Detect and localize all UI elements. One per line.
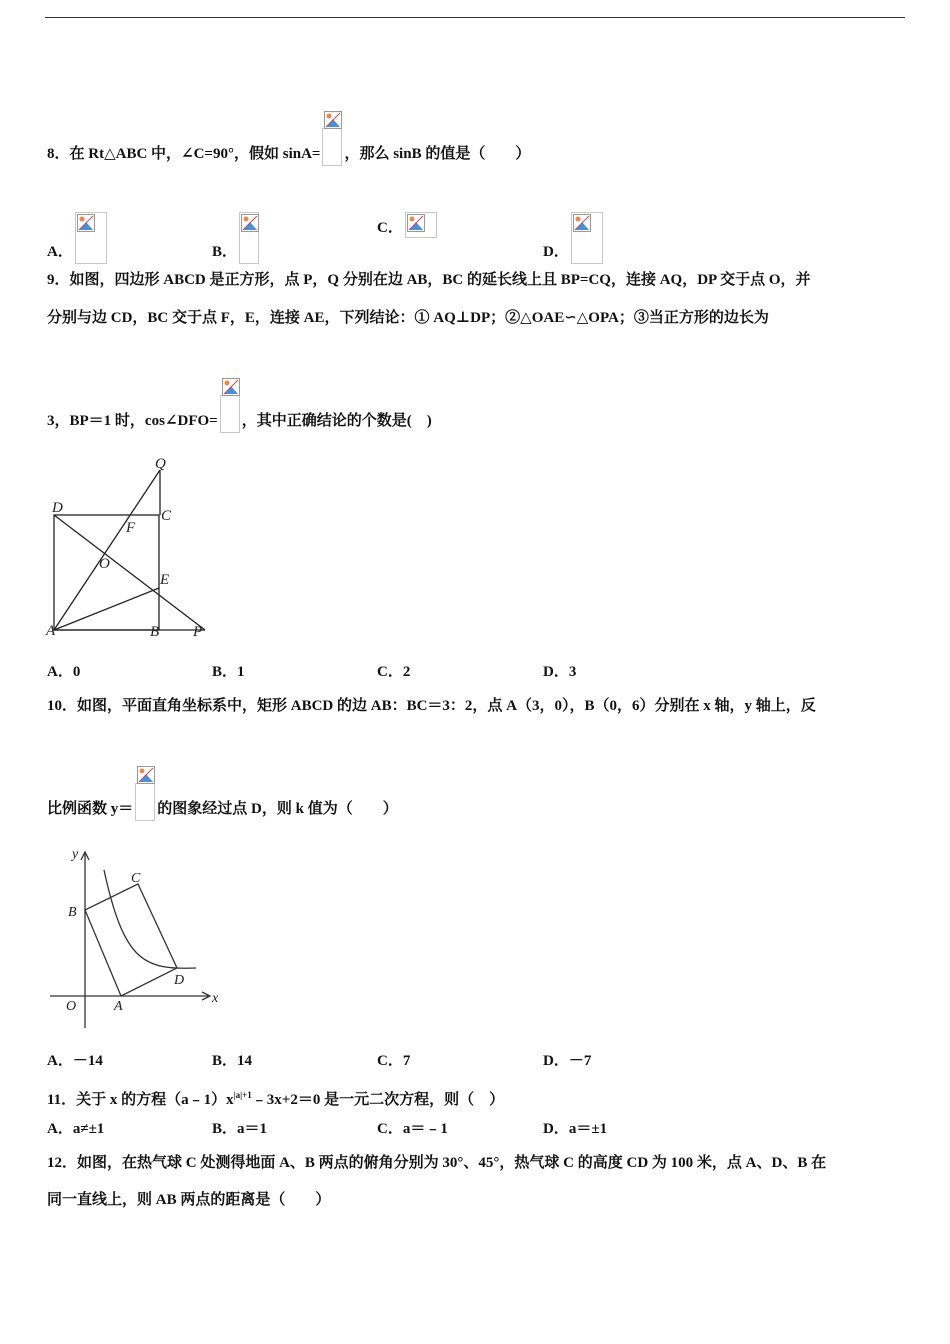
image-placeholder-icon xyxy=(135,783,155,821)
rectangle-abcd xyxy=(85,884,177,996)
q9-geometry-figure xyxy=(40,450,220,645)
image-placeholder-icon xyxy=(571,212,603,264)
image-placeholder-icon xyxy=(405,212,437,238)
q12-line-1: 12．如图，在热气球 C 处测得地面 A、B 两点的俯角分别为 30°、45°，热气球 C 的高度 CD 为 100 米，点 A、D、B 在 xyxy=(47,1155,827,1171)
label-y: y xyxy=(72,847,79,862)
q8-stem xyxy=(47,128,530,166)
image-placeholder-icon xyxy=(75,212,107,264)
segment-ae xyxy=(54,588,159,630)
image-placeholder-icon xyxy=(239,212,259,264)
q10-coordinate-figure xyxy=(44,842,234,1034)
label-d: D xyxy=(52,500,63,516)
segment-aq xyxy=(54,470,160,630)
label-b: B xyxy=(150,624,160,640)
q8-option-b: B． xyxy=(212,212,261,264)
q12-line-2: 同一直线上，则 AB 两点的距离是（ ） xyxy=(47,1192,331,1208)
label-origin: O xyxy=(66,999,77,1014)
square-abcd xyxy=(54,515,159,630)
q10-option-a: A．－14 xyxy=(47,1053,103,1069)
q9-line-2: 分别与边 CD，BC 交于点 F，E，连接 AE，下列结论：① AQ⊥DP；②△OAE∽△OPA；③当正方形的边长为 xyxy=(47,310,769,326)
label-b: B xyxy=(68,905,77,920)
q9-option-a: A．0 xyxy=(47,664,81,680)
q10-line-1: 10．如图，平面直角坐标系中，矩形 ABCD 的边 AB：BC＝3：2，点 A（3，0），B（0，6）分别在 x 轴，y 轴上，反 xyxy=(47,698,816,714)
q11-option-a: A．a≠±1 xyxy=(47,1121,105,1137)
image-placeholder-icon xyxy=(220,395,240,433)
q11-option-d: D．a＝±1 xyxy=(543,1121,608,1137)
label-c: C xyxy=(131,871,141,886)
label-d: D xyxy=(174,973,185,988)
label-x: x xyxy=(212,991,219,1006)
q10-line-2: 比例函数 y＝ 的图象经过点 D，则 k 值为（ ） xyxy=(47,783,398,821)
q9-line-1: 9．如图，四边形 ABCD 是正方形，点 P，Q 分别在边 AB，BC 的延长线上且 BP=CQ，连接 AQ，DP 交于点 O，并 xyxy=(47,272,811,288)
label-o: O xyxy=(99,556,110,572)
q9-option-d: D．3 xyxy=(543,664,577,680)
q8-option-c: C． xyxy=(377,212,439,238)
q8-stem-text: 8．在 Rt△ABC 中，∠C=90°，假如 sinA= xyxy=(47,146,321,162)
q11-option-c: C．a＝﹣1 xyxy=(377,1121,448,1137)
label-e: E xyxy=(160,572,170,588)
q8-stem-text-2: ，那么 sinB 的值是（ ） xyxy=(344,146,531,162)
q11-option-b: B．a＝1 xyxy=(212,1121,268,1137)
q9-option-c: C．2 xyxy=(377,664,411,680)
q8-option-a: A． xyxy=(47,212,109,264)
hyperbola-curve xyxy=(104,870,196,968)
label-a: A xyxy=(46,623,56,639)
header-rule xyxy=(45,17,905,18)
label-c: C xyxy=(161,508,172,524)
image-placeholder-icon xyxy=(322,128,342,166)
label-f: F xyxy=(126,520,136,536)
label-p: P xyxy=(193,624,203,640)
q11-stem: 11．关于 x 的方程$(a﹣1)x^{|a|+1}﹣3x+2=0$ 是一元二次方程，则（ ） xyxy=(47,1090,505,1108)
label-q: Q xyxy=(155,456,166,472)
q10-option-d: D．－7 xyxy=(543,1053,592,1069)
q9-line-3: 3，BP＝1 时，cos∠DFO= ，其中正确结论的个数是( ) xyxy=(47,395,432,433)
label-a: A xyxy=(114,999,123,1014)
q10-option-b: B．14 xyxy=(212,1053,253,1069)
q8-option-d: D． xyxy=(543,212,605,264)
q11-exponent: |a|+1 xyxy=(233,1090,252,1100)
q9-option-b: B．1 xyxy=(212,664,245,680)
q10-option-c: C．7 xyxy=(377,1053,411,1069)
